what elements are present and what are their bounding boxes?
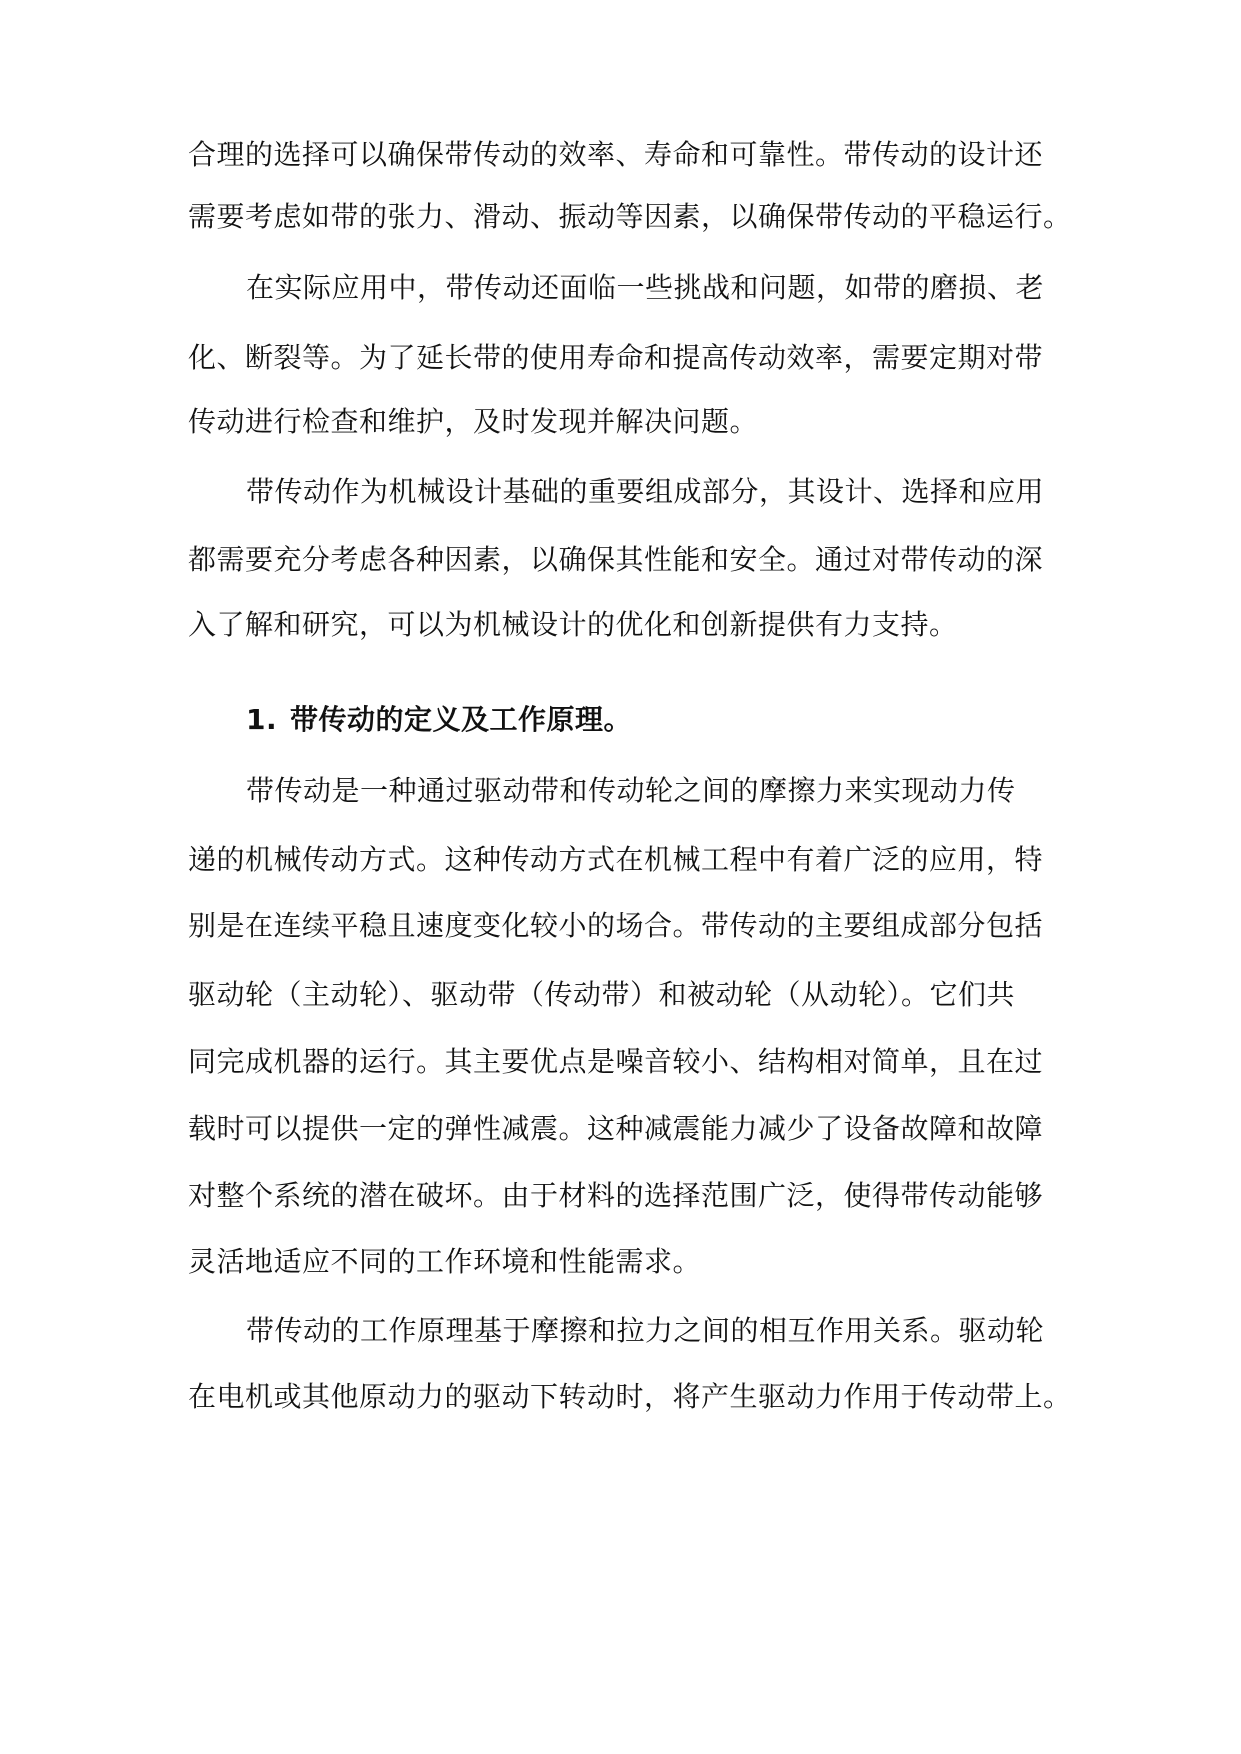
paragraph-first-line: 带传动是一种通过驱动带和传动轮之间的摩擦力来实现动力传 xyxy=(246,774,1016,807)
text-line: 化、断裂等。为了延长带的使用寿命和提高传动效率，需要定期对带 xyxy=(188,341,1044,374)
text-line: 都需要充分考虑各种因素，以确保其性能和安全。通过对带传动的深 xyxy=(188,543,1044,576)
text-line: 在电机或其他原动力的驱动下转动时，将产生驱动力作用于传动带上。 xyxy=(188,1380,1072,1413)
text-line: 灵活地适应不同的工作环境和性能需求。 xyxy=(188,1245,702,1278)
text-line: 合理的选择可以确保带传动的效率、寿命和可靠性。带传动的设计还 xyxy=(188,138,1044,171)
text-line: 别是在连续平稳且速度变化较小的场合。带传动的主要组成部分包括 xyxy=(188,909,1044,942)
text-line: 同完成机器的运行。其主要优点是噪音较小、结构相对简单，且在过 xyxy=(188,1045,1044,1078)
text-line: 载时可以提供一定的弹性减震。这种减震能力减少了设备故障和故障 xyxy=(188,1112,1044,1145)
text-line: 传动进行检查和维护，及时发现并解决问题。 xyxy=(188,405,759,438)
text-line: 递的机械传动方式。这种传动方式在机械工程中有着广泛的应用，特 xyxy=(188,843,1044,876)
text-line: 需要考虑如带的张力、滑动、振动等因素，以确保带传动的平稳运行。 xyxy=(188,200,1072,233)
section-heading xyxy=(246,700,1126,740)
paragraph-first-line: 带传动作为机械设计基础的重要组成部分，其设计、选择和应用 xyxy=(246,475,1045,508)
text-line: 对整个系统的潜在破坏。由于材料的选择范围广泛，使得带传动能够 xyxy=(188,1179,1044,1212)
section-title: 带传动的定义及工作原理。 xyxy=(290,703,633,736)
paragraph-first-line: 带传动的工作原理基于摩擦和拉力之间的相互作用关系。驱动轮 xyxy=(246,1314,1045,1347)
paragraph-first-line: 在实际应用中，带传动还面临一些挑战和问题，如带的磨损、老 xyxy=(246,271,1045,304)
text-line: 驱动轮（主动轮）、驱动带（传动带）和被动轮（从动轮）。它们共 xyxy=(188,978,1016,1011)
text-line: 入了解和研究，可以为机械设计的优化和创新提供有力支持。 xyxy=(188,608,958,641)
section-number: 1. xyxy=(246,703,278,736)
